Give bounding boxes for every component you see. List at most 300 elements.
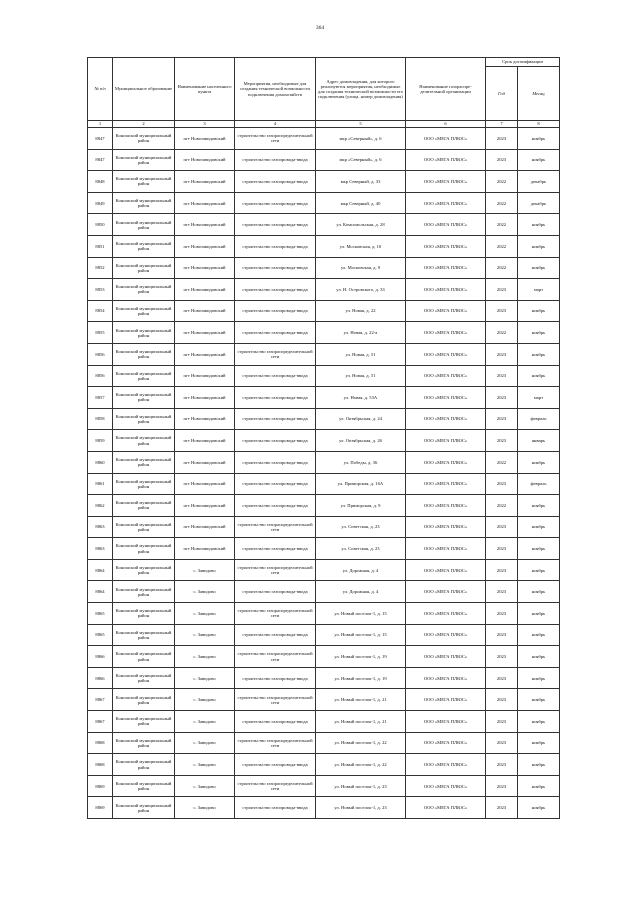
page-number: 364 bbox=[315, 25, 325, 31]
municipality-cell: Коношский муниципальный район bbox=[113, 192, 175, 214]
table-row bbox=[88, 495, 560, 517]
header-organization: Наименование газораспре-делительной организации bbox=[406, 58, 486, 121]
row-number-cell: 8847 bbox=[88, 149, 113, 171]
address-cell: ул. Новая, д. 22-а bbox=[316, 322, 406, 344]
settlement-cell: пгт Новозавидовский bbox=[175, 214, 235, 236]
settlement-cell: пгт Новозавидовский bbox=[175, 235, 235, 257]
table-row bbox=[88, 732, 560, 754]
row-number-cell: 8863 bbox=[88, 538, 113, 560]
organization-cell: ООО «МЕГА ПЛЮС» bbox=[406, 581, 486, 603]
measures-cell: строительство газораспределительной сети bbox=[235, 559, 316, 581]
municipality-cell: Коношский муниципальный район bbox=[113, 711, 175, 733]
row-number-cell: 8862 bbox=[88, 495, 113, 517]
table-row bbox=[88, 516, 560, 538]
address-cell: ул. Новая, д. 51 bbox=[316, 343, 406, 365]
address-cell: ул. Новый поселок-1, д. 23 bbox=[316, 797, 406, 819]
settlement-cell: с. Завидово bbox=[175, 559, 235, 581]
month-cell: ноябрь bbox=[518, 300, 560, 322]
measures-cell: строительство газопровода-ввода bbox=[235, 322, 316, 344]
organization-cell: ООО «МЕГА ПЛЮС» bbox=[406, 257, 486, 279]
organization-cell: ООО «МЕГА ПЛЮС» bbox=[406, 387, 486, 409]
organization-cell: ООО «МЕГА ПЛЮС» bbox=[406, 646, 486, 668]
organization-cell: ООО «МЕГА ПЛЮС» bbox=[406, 495, 486, 517]
year-cell: 2022 bbox=[486, 171, 518, 193]
header-settlement: Наименование населенного пункта bbox=[175, 58, 235, 121]
row-number-cell: 8863 bbox=[88, 516, 113, 538]
organization-cell: ООО «МЕГА ПЛЮС» bbox=[406, 235, 486, 257]
organization-cell: ООО «МЕГА ПЛЮС» bbox=[406, 559, 486, 581]
measures-cell: строительство газопровода-ввода bbox=[235, 387, 316, 409]
organization-cell: ООО «МЕГА ПЛЮС» bbox=[406, 603, 486, 625]
measures-cell: строительство газопровода-ввода bbox=[235, 495, 316, 517]
municipality-cell: Коношский муниципальный район bbox=[113, 451, 175, 473]
row-number-cell: 8864 bbox=[88, 581, 113, 603]
settlement-cell: с. Завидово bbox=[175, 797, 235, 819]
year-cell: 2023 bbox=[486, 624, 518, 646]
measures-cell: строительство газораспределительной сети bbox=[235, 128, 316, 150]
month-cell: ноябрь bbox=[518, 559, 560, 581]
organization-cell: ООО «МЕГА ПЛЮС» bbox=[406, 754, 486, 776]
organization-cell: ООО «МЕГА ПЛЮС» bbox=[406, 214, 486, 236]
organization-cell: ООО «МЕГА ПЛЮС» bbox=[406, 667, 486, 689]
measures-cell: строительство газопровода-ввода bbox=[235, 257, 316, 279]
organization-cell: ООО «МЕГА ПЛЮС» bbox=[406, 516, 486, 538]
header-address: Адрес домовладения, для которого реализуются мероприятия, необходимые для создания технической возможности его подключения (улица, номер домовладения) bbox=[316, 58, 406, 121]
year-cell: 2023 bbox=[486, 538, 518, 560]
row-number-cell: 8868 bbox=[88, 754, 113, 776]
row-number-cell: 8865 bbox=[88, 603, 113, 625]
table-row bbox=[88, 408, 560, 430]
row-number-cell: 8851 bbox=[88, 235, 113, 257]
row-number-cell: 8848 bbox=[88, 171, 113, 193]
measures-cell: строительство газопровода-ввода bbox=[235, 451, 316, 473]
month-cell: ноябрь bbox=[518, 797, 560, 819]
measures-cell: строительство газопровода-ввода bbox=[235, 214, 316, 236]
table-row bbox=[88, 473, 560, 495]
settlement-cell: с. Завидово bbox=[175, 603, 235, 625]
measures-cell: строительство газопровода-ввода bbox=[235, 754, 316, 776]
row-number-cell: 8864 bbox=[88, 559, 113, 581]
row-number-cell: 8856 bbox=[88, 365, 113, 387]
organization-cell: ООО «МЕГА ПЛЮС» bbox=[406, 128, 486, 150]
address-cell: мкр «Северный», д. 6 bbox=[316, 149, 406, 171]
measures-cell: строительство газопровода-ввода bbox=[235, 473, 316, 495]
settlement-cell: пгт Новозавидовский bbox=[175, 538, 235, 560]
municipality-cell: Коношский муниципальный район bbox=[113, 257, 175, 279]
table-row bbox=[88, 322, 560, 344]
gasification-table bbox=[87, 57, 560, 819]
month-cell: ноябрь bbox=[518, 538, 560, 560]
table-row bbox=[88, 430, 560, 452]
measures-cell: строительство газораспределительной сети bbox=[235, 689, 316, 711]
settlement-cell: пгт Новозавидовский bbox=[175, 322, 235, 344]
year-cell: 2023 bbox=[486, 667, 518, 689]
municipality-cell: Коношский муниципальный район bbox=[113, 214, 175, 236]
row-number-cell: 8869 bbox=[88, 797, 113, 819]
municipality-cell: Коношский муниципальный район bbox=[113, 279, 175, 301]
month-cell: ноябрь bbox=[518, 235, 560, 257]
measures-cell: строительство газопровода-ввода bbox=[235, 279, 316, 301]
month-cell: февраль bbox=[518, 408, 560, 430]
settlement-cell: пгт Новозавидовский bbox=[175, 495, 235, 517]
table-row bbox=[88, 128, 560, 150]
address-cell: ул. Дорожная, д. 4 bbox=[316, 581, 406, 603]
year-cell: 2022 bbox=[486, 451, 518, 473]
municipality-cell: Коношский муниципальный район bbox=[113, 322, 175, 344]
address-cell: ул. Новый поселок-1, д. 15 bbox=[316, 603, 406, 625]
table-row bbox=[88, 581, 560, 603]
table-row bbox=[88, 538, 560, 560]
month-cell: март bbox=[518, 279, 560, 301]
table-row bbox=[88, 711, 560, 733]
row-number-cell: 8857 bbox=[88, 387, 113, 409]
organization-cell: ООО «МЕГА ПЛЮС» bbox=[406, 365, 486, 387]
table-row bbox=[88, 451, 560, 473]
measures-cell: строительство газораспределительной сети bbox=[235, 732, 316, 754]
measures-cell: строительство газопровода-ввода bbox=[235, 667, 316, 689]
year-cell: 2023 bbox=[486, 581, 518, 603]
month-cell: ноябрь bbox=[518, 322, 560, 344]
organization-cell: ООО «МЕГА ПЛЮС» bbox=[406, 343, 486, 365]
year-cell: 2022 bbox=[486, 214, 518, 236]
table-row bbox=[88, 624, 560, 646]
settlement-cell: с. Завидово bbox=[175, 754, 235, 776]
measures-cell: строительство газопровода-ввода bbox=[235, 581, 316, 603]
month-cell: ноябрь bbox=[518, 689, 560, 711]
organization-cell: ООО «МЕГА ПЛЮС» bbox=[406, 732, 486, 754]
municipality-cell: Коношский муниципальный район bbox=[113, 559, 175, 581]
month-cell: ноябрь bbox=[518, 732, 560, 754]
address-cell: ул. Новый поселок-1, д. 22 bbox=[316, 754, 406, 776]
address-cell: ул. Новая, д. 53А bbox=[316, 387, 406, 409]
settlement-cell: пгт Новозавидовский bbox=[175, 128, 235, 150]
organization-cell: ООО «МЕГА ПЛЮС» bbox=[406, 279, 486, 301]
organization-cell: ООО «МЕГА ПЛЮС» bbox=[406, 300, 486, 322]
measures-cell: строительство газораспределительной сети bbox=[235, 343, 316, 365]
row-number-cell: 8866 bbox=[88, 667, 113, 689]
year-cell: 2022 bbox=[486, 322, 518, 344]
settlement-cell: с. Завидово bbox=[175, 711, 235, 733]
year-cell: 2023 bbox=[486, 603, 518, 625]
year-cell: 2022 bbox=[486, 257, 518, 279]
measures-cell: строительство газопровода-ввода bbox=[235, 797, 316, 819]
organization-cell: ООО «МЕГА ПЛЮС» bbox=[406, 322, 486, 344]
table-row bbox=[88, 235, 560, 257]
settlement-cell: пгт Новозавидовский bbox=[175, 257, 235, 279]
year-cell: 2023 bbox=[486, 754, 518, 776]
year-cell: 2022 bbox=[486, 235, 518, 257]
table-row bbox=[88, 365, 560, 387]
month-cell: ноябрь bbox=[518, 581, 560, 603]
measures-cell: строительство газопровода-ввода bbox=[235, 430, 316, 452]
settlement-cell: пгт Новозавидовский bbox=[175, 516, 235, 538]
row-number-cell: 8867 bbox=[88, 711, 113, 733]
measures-cell: строительство газораспределительной сети bbox=[235, 775, 316, 797]
address-cell: ул. Новый поселок-1, д. 22 bbox=[316, 732, 406, 754]
measures-cell: строительство газопровода-ввода bbox=[235, 149, 316, 171]
column-number: 2 bbox=[113, 121, 175, 128]
row-number-cell: 8861 bbox=[88, 473, 113, 495]
municipality-cell: Коношский муниципальный район bbox=[113, 300, 175, 322]
row-number-cell: 8869 bbox=[88, 775, 113, 797]
year-cell: 2023 bbox=[486, 300, 518, 322]
month-cell: ноябрь bbox=[518, 365, 560, 387]
measures-cell: строительство газопровода-ввода bbox=[235, 408, 316, 430]
table-row bbox=[88, 257, 560, 279]
municipality-cell: Коношский муниципальный район bbox=[113, 754, 175, 776]
month-cell: декабрь bbox=[518, 171, 560, 193]
organization-cell: ООО «МЕГА ПЛЮС» bbox=[406, 473, 486, 495]
year-cell: 2023 bbox=[486, 797, 518, 819]
organization-cell: ООО «МЕГА ПЛЮС» bbox=[406, 624, 486, 646]
measures-cell: строительство газораспределительной сети bbox=[235, 516, 316, 538]
measures-cell: строительство газопровода-ввода bbox=[235, 235, 316, 257]
header-num: № п/п bbox=[88, 58, 113, 121]
municipality-cell: Коношский муниципальный район bbox=[113, 603, 175, 625]
month-cell: ноябрь bbox=[518, 343, 560, 365]
table-row bbox=[88, 646, 560, 668]
settlement-cell: пгт Новозавидовский bbox=[175, 430, 235, 452]
measures-cell: строительство газопровода-ввода bbox=[235, 624, 316, 646]
row-number-cell: 8854 bbox=[88, 300, 113, 322]
table-row bbox=[88, 775, 560, 797]
municipality-cell: Коношский муниципальный район bbox=[113, 171, 175, 193]
address-cell: ул. Советская, д. 23 bbox=[316, 538, 406, 560]
organization-cell: ООО «МЕГА ПЛЮС» bbox=[406, 689, 486, 711]
municipality-cell: Коношский муниципальный район bbox=[113, 343, 175, 365]
address-cell: мкр Северный, д. 33 bbox=[316, 171, 406, 193]
measures-cell: строительство газопровода-ввода bbox=[235, 538, 316, 560]
address-cell: ул. Н. Островского, д. 33 bbox=[316, 279, 406, 301]
row-number-cell: 8849 bbox=[88, 192, 113, 214]
row-number-cell: 8858 bbox=[88, 408, 113, 430]
month-cell: ноябрь bbox=[518, 451, 560, 473]
organization-cell: ООО «МЕГА ПЛЮС» bbox=[406, 711, 486, 733]
row-number-cell: 8866 bbox=[88, 646, 113, 668]
header-month: Месяц bbox=[518, 67, 560, 121]
year-cell: 2023 bbox=[486, 516, 518, 538]
municipality-cell: Коношский муниципальный район bbox=[113, 473, 175, 495]
row-number-cell: 8868 bbox=[88, 732, 113, 754]
measures-cell: строительство газопровода-ввода bbox=[235, 365, 316, 387]
table-row bbox=[88, 279, 560, 301]
year-cell: 2023 bbox=[486, 646, 518, 668]
month-cell: март bbox=[518, 387, 560, 409]
address-cell: мкр «Северный», д. 6 bbox=[316, 128, 406, 150]
measures-cell: строительство газопровода-ввода bbox=[235, 300, 316, 322]
measures-cell: строительство газопровода-ввода bbox=[235, 171, 316, 193]
municipality-cell: Коношский муниципальный район bbox=[113, 128, 175, 150]
organization-cell: ООО «МЕГА ПЛЮС» bbox=[406, 775, 486, 797]
organization-cell: ООО «МЕГА ПЛЮС» bbox=[406, 538, 486, 560]
column-number: 5 bbox=[316, 121, 406, 128]
row-number-cell: 8855 bbox=[88, 322, 113, 344]
month-cell: ноябрь bbox=[518, 516, 560, 538]
address-cell: ул. Советская, д. 23 bbox=[316, 516, 406, 538]
month-cell: ноябрь bbox=[518, 775, 560, 797]
row-number-cell: 8856 bbox=[88, 343, 113, 365]
column-number: 3 bbox=[175, 121, 235, 128]
year-cell: 2023 bbox=[486, 365, 518, 387]
address-cell: ул. Приморская, д. 9 bbox=[316, 495, 406, 517]
municipality-cell: Коношский муниципальный район bbox=[113, 775, 175, 797]
table-row bbox=[88, 559, 560, 581]
year-cell: 2022 bbox=[486, 495, 518, 517]
column-number: 8 bbox=[518, 121, 560, 128]
address-cell: ул. Комсомольская, д. 28 bbox=[316, 214, 406, 236]
municipality-cell: Коношский муниципальный район bbox=[113, 732, 175, 754]
municipality-cell: Коношский муниципальный район bbox=[113, 689, 175, 711]
row-number-cell: 8860 bbox=[88, 451, 113, 473]
column-number: 7 bbox=[486, 121, 518, 128]
month-cell: ноябрь bbox=[518, 214, 560, 236]
organization-cell: ООО «МЕГА ПЛЮС» bbox=[406, 430, 486, 452]
address-cell: ул. Московская, д. 9 bbox=[316, 257, 406, 279]
row-number-cell: 8850 bbox=[88, 214, 113, 236]
settlement-cell: пгт Новозавидовский bbox=[175, 473, 235, 495]
measures-cell: строительство газораспределительной сети bbox=[235, 603, 316, 625]
municipality-cell: Коношский муниципальный район bbox=[113, 365, 175, 387]
address-cell: ул. Московская, д. 10 bbox=[316, 235, 406, 257]
table-row bbox=[88, 343, 560, 365]
measures-cell: строительство газопровода-ввода bbox=[235, 192, 316, 214]
municipality-cell: Коношский муниципальный район bbox=[113, 235, 175, 257]
municipality-cell: Коношский муниципальный район bbox=[113, 149, 175, 171]
table-row bbox=[88, 689, 560, 711]
address-cell: ул. Октябрьская, д. 26 bbox=[316, 430, 406, 452]
header-measures: Мероприятия, необходимые для создания технической возможности подключения домохозяйств bbox=[235, 58, 316, 121]
address-cell: ул. Новый поселок-1, д. 15 bbox=[316, 624, 406, 646]
address-cell: ул. Приморская, д. 16А bbox=[316, 473, 406, 495]
year-cell: 2023 bbox=[486, 149, 518, 171]
year-cell: 2022 bbox=[486, 192, 518, 214]
month-cell: февраль bbox=[518, 473, 560, 495]
year-cell: 2023 bbox=[486, 559, 518, 581]
address-cell: ул. Новый поселок-1, д. 21 bbox=[316, 711, 406, 733]
organization-cell: ООО «МЕГА ПЛЮС» bbox=[406, 149, 486, 171]
settlement-cell: с. Завидово bbox=[175, 667, 235, 689]
month-cell: ноябрь bbox=[518, 257, 560, 279]
municipality-cell: Коношский муниципальный район bbox=[113, 624, 175, 646]
table-row bbox=[88, 214, 560, 236]
settlement-cell: пгт Новозавидовский bbox=[175, 279, 235, 301]
month-cell: ноябрь bbox=[518, 667, 560, 689]
address-cell: мкр Северный, д. 40 bbox=[316, 192, 406, 214]
municipality-cell: Коношский муниципальный район bbox=[113, 516, 175, 538]
month-cell: ноябрь bbox=[518, 495, 560, 517]
organization-cell: ООО «МЕГА ПЛЮС» bbox=[406, 408, 486, 430]
settlement-cell: пгт Новозавидовский bbox=[175, 408, 235, 430]
row-number-cell: 8865 bbox=[88, 624, 113, 646]
year-cell: 2023 bbox=[486, 279, 518, 301]
address-cell: ул. Октябрьская, д. 24 bbox=[316, 408, 406, 430]
year-cell: 2023 bbox=[486, 711, 518, 733]
organization-cell: ООО «МЕГА ПЛЮС» bbox=[406, 797, 486, 819]
year-cell: 2023 bbox=[486, 408, 518, 430]
month-cell: ноябрь bbox=[518, 624, 560, 646]
month-cell: ноябрь bbox=[518, 149, 560, 171]
address-cell: ул. Дорожная, д. 4 bbox=[316, 559, 406, 581]
year-cell: 2023 bbox=[486, 473, 518, 495]
row-number-cell: 8867 bbox=[88, 689, 113, 711]
row-number-cell: 8847 bbox=[88, 128, 113, 150]
month-cell: ноябрь bbox=[518, 603, 560, 625]
header-deadline-group: Срок догазификации bbox=[486, 58, 560, 67]
table-row bbox=[88, 300, 560, 322]
year-cell: 2023 bbox=[486, 128, 518, 150]
row-number-cell: 8852 bbox=[88, 257, 113, 279]
table-row bbox=[88, 387, 560, 409]
measures-cell: строительство газопровода-ввода bbox=[235, 711, 316, 733]
organization-cell: ООО «МЕГА ПЛЮС» bbox=[406, 192, 486, 214]
year-cell: 2023 bbox=[486, 689, 518, 711]
table-row bbox=[88, 171, 560, 193]
month-cell: декабрь bbox=[518, 192, 560, 214]
table-row bbox=[88, 667, 560, 689]
municipality-cell: Коношский муниципальный район bbox=[113, 408, 175, 430]
table-body bbox=[88, 128, 560, 819]
settlement-cell: пгт Новозавидовский bbox=[175, 171, 235, 193]
settlement-cell: с. Завидово bbox=[175, 624, 235, 646]
month-cell: ноябрь bbox=[518, 128, 560, 150]
address-cell: ул. Новый поселок-1, д. 19 bbox=[316, 667, 406, 689]
municipality-cell: Коношский муниципальный район bbox=[113, 797, 175, 819]
month-cell: ноябрь bbox=[518, 646, 560, 668]
settlement-cell: с. Завидово bbox=[175, 581, 235, 603]
column-number: 6 bbox=[406, 121, 486, 128]
municipality-cell: Коношский муниципальный район bbox=[113, 538, 175, 560]
address-cell: ул. Новый поселок-1, д. 19 bbox=[316, 646, 406, 668]
address-cell: ул. Новый поселок-1, д. 21 bbox=[316, 689, 406, 711]
header-municipality: Муниципальное образование bbox=[113, 58, 175, 121]
settlement-cell: пгт Новозавидовский bbox=[175, 192, 235, 214]
year-cell: 2023 bbox=[486, 343, 518, 365]
address-cell: ул. Новая, д. 51 bbox=[316, 365, 406, 387]
organization-cell: ООО «МЕГА ПЛЮС» bbox=[406, 451, 486, 473]
settlement-cell: пгт Новозавидовский bbox=[175, 451, 235, 473]
settlement-cell: с. Завидово bbox=[175, 732, 235, 754]
settlement-cell: пгт Новозавидовский bbox=[175, 300, 235, 322]
settlement-cell: с. Завидово bbox=[175, 689, 235, 711]
header-row-1 bbox=[88, 58, 560, 67]
header-year: Год bbox=[486, 67, 518, 121]
municipality-cell: Коношский муниципальный район bbox=[113, 646, 175, 668]
month-cell: ноябрь bbox=[518, 711, 560, 733]
settlement-cell: с. Завидово bbox=[175, 646, 235, 668]
measures-cell: строительство газораспределительной сети bbox=[235, 646, 316, 668]
address-cell: ул. Новая, д. 22 bbox=[316, 300, 406, 322]
column-number-row bbox=[88, 121, 560, 128]
month-cell: январь bbox=[518, 430, 560, 452]
municipality-cell: Коношский муниципальный район bbox=[113, 430, 175, 452]
address-cell: ул. Победы, д. 36 bbox=[316, 451, 406, 473]
column-number: 1 bbox=[88, 121, 113, 128]
table-row bbox=[88, 797, 560, 819]
municipality-cell: Коношский муниципальный район bbox=[113, 667, 175, 689]
settlement-cell: с. Завидово bbox=[175, 775, 235, 797]
organization-cell: ООО «МЕГА ПЛЮС» bbox=[406, 171, 486, 193]
municipality-cell: Коношский муниципальный район bbox=[113, 495, 175, 517]
table-row bbox=[88, 603, 560, 625]
municipality-cell: Коношский муниципальный район bbox=[113, 581, 175, 603]
address-cell: ул. Новый поселок-1, д. 23 bbox=[316, 775, 406, 797]
table-row bbox=[88, 149, 560, 171]
settlement-cell: пгт Новозавидовский bbox=[175, 149, 235, 171]
settlement-cell: пгт Новозавидовский bbox=[175, 387, 235, 409]
column-number: 4 bbox=[235, 121, 316, 128]
row-number-cell: 8853 bbox=[88, 279, 113, 301]
year-cell: 2023 bbox=[486, 732, 518, 754]
